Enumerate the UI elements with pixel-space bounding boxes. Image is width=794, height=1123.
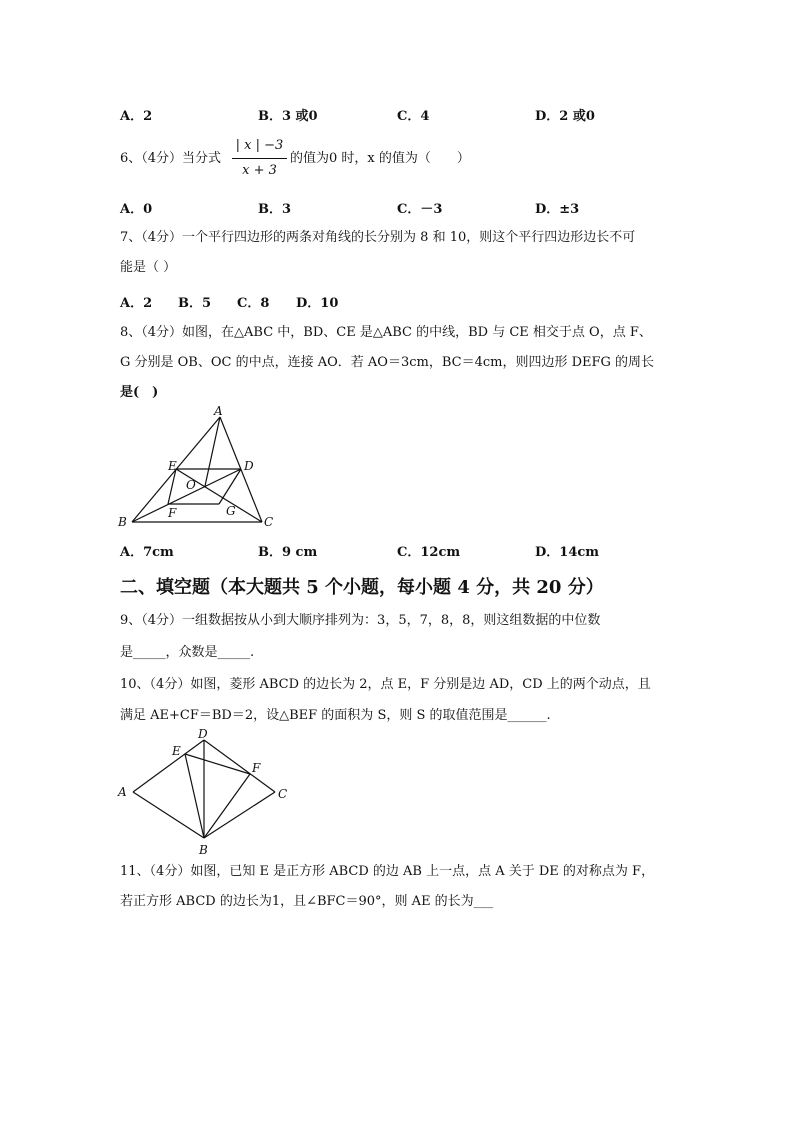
q7-option-a: A．2	[120, 296, 153, 311]
q5-option-b: B．3 或0	[258, 109, 318, 124]
q6-denominator: x + 3	[242, 163, 277, 178]
q8-line1: 8、（4分）如图，在△ABC 中，BD、CE 是△ABC 的中线，BD 与 CE 相交于点 O，点 F、	[120, 325, 652, 340]
q8-label-a: A	[214, 405, 223, 418]
q10-side-dc	[204, 740, 275, 792]
q11-line2: 若正方形 ABCD 的边长为1，且∠BFC＝90°，则 AE 的长为___	[120, 894, 494, 909]
q9-line1: 9、（4分）一组数据按从小到大顺序排列为：3，5，7，8，8，则这组数据的中位数	[120, 613, 601, 628]
q10-line2: 满足 AE+CF＝BD＝2，设△BEF 的面积为 S，则 S 的取值范围是______.	[120, 708, 551, 723]
q6-option-a: A．0	[120, 202, 153, 217]
q7-option-d: D．10	[296, 296, 339, 311]
q8-option-a: A．7cm	[120, 545, 174, 560]
q6-fraction-bar	[232, 158, 287, 159]
section-title-fill-in: 二、填空题（本大题共 5 个小题，每小题 4 分，共 20 分）	[120, 577, 604, 598]
q6-prefix: 6、（4分）当分式	[120, 151, 222, 166]
q8-label-b: B	[118, 515, 127, 529]
q6-suffix: 的值为0 时，x 的值为（ ）	[290, 151, 470, 166]
q6-numerator: | x | −3	[235, 138, 284, 153]
q7-option-b: B．5	[178, 296, 212, 311]
q8-label-g: G	[226, 504, 236, 518]
q8-label-d: D	[244, 459, 254, 473]
q10-label-d: D	[198, 727, 208, 741]
q10-label-f: F	[252, 761, 261, 775]
q7-option-c: C．8	[237, 296, 270, 311]
q8-line2: G 分别是 OB、OC 的中点，连接 AO．若 AO＝3cm，BC＝4cm，则四边形 DEFG 的周长	[120, 355, 655, 370]
q10-label-c: C	[278, 787, 288, 801]
q10-line1: 10、（4分）如图，菱形 ABCD 的边长为 2，点 E，F 分别是边 AD，CD 上的两个动点，且	[120, 677, 651, 692]
q9-line2: 是_____，众数是_____.	[120, 645, 255, 660]
q8-segment-ao	[205, 417, 220, 486]
q7-line2: 能是（ ）	[120, 260, 177, 275]
q6-option-c: C．－3	[397, 202, 443, 217]
q10-side-ba	[133, 792, 204, 838]
q10-side-cb	[204, 792, 275, 838]
q5-option-c: C．4	[397, 109, 430, 124]
q8-label-o: O	[186, 478, 196, 492]
q8-triangle-figure	[110, 405, 290, 535]
q10-label-a: A	[118, 785, 127, 799]
q8-label-c: C	[264, 515, 274, 529]
q10-segment-fb	[204, 774, 250, 838]
q10-segment-eb	[185, 754, 204, 838]
q10-side-ad	[133, 740, 204, 792]
q10-segment-ef	[185, 754, 250, 774]
q5-option-d: D．2 或0	[535, 109, 595, 124]
q6-option-d: D．±3	[535, 202, 580, 217]
q8-median-ce	[176, 469, 262, 522]
q8-option-d: D．14cm	[535, 545, 600, 560]
q8-option-b: B．9 cm	[258, 545, 318, 560]
q10-label-b: B	[199, 843, 208, 857]
q11-line1: 11、（4分）如图，已知 E 是正方形 ABCD 的边 AB 上一点，点 A 关于 DE 的对称点为 F，	[120, 864, 655, 879]
q6-option-b: B．3	[258, 202, 292, 217]
q8-line3: 是( )	[120, 385, 159, 400]
q7-line1: 7、（4分）一个平行四边形的两条对角线的长分别为 8 和 10，则这个平行四边形边长不可	[120, 230, 636, 245]
q8-label-f: F	[168, 506, 177, 520]
q10-label-e: E	[172, 744, 181, 758]
q8-label-e: E	[168, 459, 177, 473]
q10-rhombus-figure	[110, 725, 300, 860]
q8-option-c: C．12cm	[397, 545, 461, 560]
q5-option-a: A．2	[120, 109, 153, 124]
